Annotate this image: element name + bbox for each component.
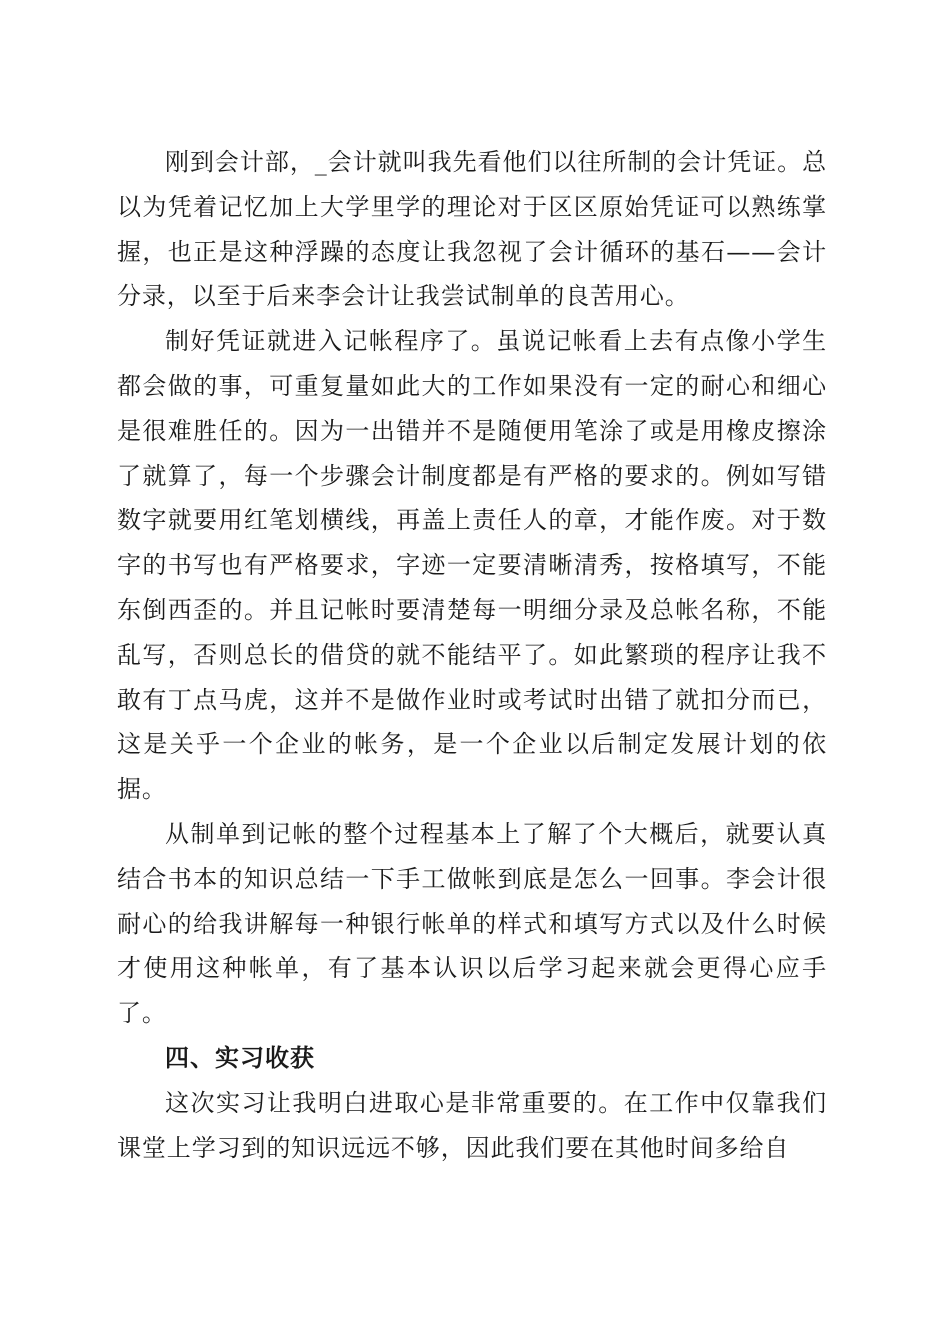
document-page: [117, 140, 827, 1170]
paragraph-bookkeeping: 制好凭证就进入记帐程序了。虽说记帐看上去有点像小学生都会做的事，可重复量如此大的工作如果没有一定的耐心和细心是很难胜任的。因为一出错并不是随便用笔涂了或是用橡皮擦涂了就算了，每一个步骤会计制度都是有严格的要求的。例如写错数字就要用红笔划横线，再盖上责任人的章，才能作废。对于数字的书写也有严格要求，字迹一定要清晰清秀，按格填写，不能东倒西歪的。并且记帐时要清楚每一明细分录及总帐名称，不能乱写，否则总长的借贷的就不能结平了。如此繁琐的程序让我不敢有丁点马虎，这并不是做作业时或考试时出错了就扣分而已，这是关乎一个企业的帐务，是一个企业以后制定发展计划的依据。: [117, 327, 827, 804]
paragraph-voucher-intro: 刚到会计部，_会计就叫我先看他们以往所制的会计凭证。总以为凭着记忆加上大学里学的理论对于区区原始凭证可以熟练掌握，也正是这种浮躁的态度让我忽视了会计循环的基石——会计分录，以至于后来李会计让我尝试制单的良苦用心。: [117, 148, 827, 311]
paragraph-closing: 这次实习让我明白进取心是非常重要的。在工作中仅靠我们课堂上学习到的知识远远不够，因此我们要在其他时间多给自: [117, 1088, 827, 1162]
section-heading-internship-gains: 四、实习收获: [165, 1043, 315, 1072]
paragraph-summary: 从制单到记帐的整个过程基本上了解了个大概后，就要认真结合书本的知识总结一下手工做帐到底是怎么一回事。李会计很耐心的给我讲解每一种银行帐单的样式和填写方式以及什么时候才使用这种帐单，有了基本认识以后学习起来就会更得心应手了。: [117, 819, 827, 1028]
